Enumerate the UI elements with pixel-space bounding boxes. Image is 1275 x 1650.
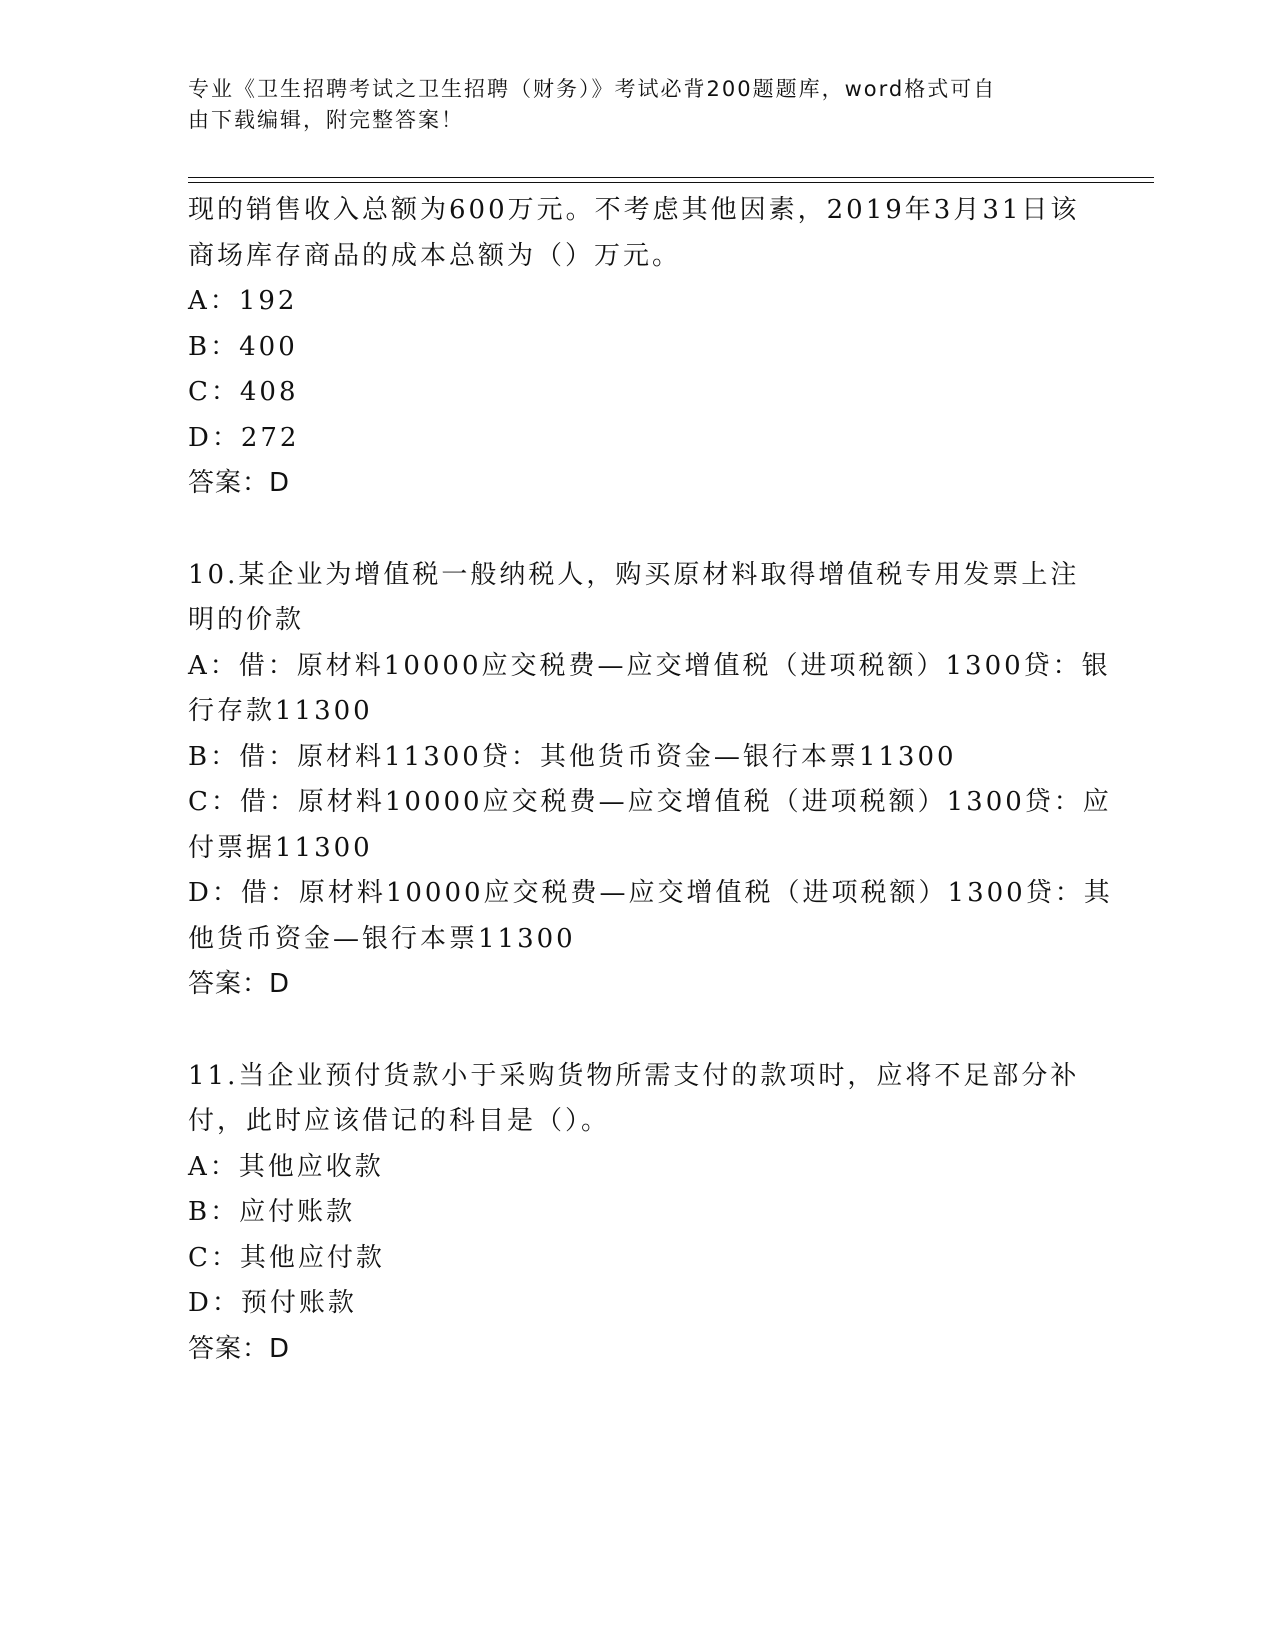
question-10-stem-line-1: 10.某企业为增值税一般纳税人，购买原材料取得增值税专用发票上注 <box>188 559 1080 590</box>
question-11-stem-line-2: 付，此时应该借记的科目是（）。 <box>188 1106 611 1136</box>
header-divider-bottom <box>188 182 1154 183</box>
question-9 <box>188 188 1088 507</box>
question-11-option-d: D：预付账款 <box>188 1288 357 1318</box>
question-11 <box>188 1054 1088 1373</box>
question-spacer <box>188 1008 1088 1054</box>
question-10-option-a-line-1: A：借：原材料10000应交税费—应交增值税（进项税额）1300贷：银 <box>188 650 1111 681</box>
question-9-option-a: A：192 <box>188 286 298 316</box>
question-9-answer: 答案：D <box>188 468 291 498</box>
question-9-stem-line-1: 现的销售收入总额为600万元。不考虑其他因素，2019年3月31日该 <box>188 195 1080 225</box>
question-11-option-c: C：其他应付款 <box>188 1242 385 1273</box>
question-10-option-a-line-2: 行存款11300 <box>188 696 373 726</box>
header-divider-top <box>188 177 1154 178</box>
question-10-option-c-line-2: 付票据11300 <box>188 832 373 863</box>
question-spacer <box>188 507 1088 553</box>
header-line-1: 专业《卫生招聘考试之卫生招聘（财务）》考试必背200题题库，word格式可自 <box>188 77 997 101</box>
header-line-2: 由下载编辑，附完整答案！ <box>188 108 464 132</box>
question-10-option-d-line-2: 他货币资金—银行本票11300 <box>188 923 576 954</box>
question-10-option-c-line-1: C：借：原材料10000应交税费—应交增值税（进项税额）1300贷：应 <box>188 787 1112 817</box>
document-body <box>188 188 1113 1372</box>
question-9-option-c: C：408 <box>188 377 299 407</box>
question-10 <box>188 553 1113 1008</box>
question-10-option-b: B：借：原材料11300贷：其他货币资金—银行本票11300 <box>188 741 957 772</box>
question-11-option-b: B：应付账款 <box>188 1197 356 1227</box>
document-header <box>188 74 1068 136</box>
question-9-stem-line-2: 商场库存商品的成本总额为（）万元。 <box>188 240 682 271</box>
question-11-option-a: A：其他应收款 <box>188 1151 384 1182</box>
question-11-answer: 答案：D <box>188 1333 291 1364</box>
question-11-stem-line-1: 11.当企业预付货款小于采购货物所需支付的款项时，应将不足部分补 <box>188 1060 1080 1091</box>
question-10-option-d-line-1: D：借：原材料10000应交税费—应交增值税（进项税额）1300贷：其 <box>188 878 1113 908</box>
question-10-answer: 答案：D <box>188 969 291 999</box>
question-9-option-b: B：400 <box>188 331 298 362</box>
question-9-option-d: D：272 <box>188 422 300 453</box>
question-10-stem-line-2: 明的价款 <box>188 605 305 635</box>
